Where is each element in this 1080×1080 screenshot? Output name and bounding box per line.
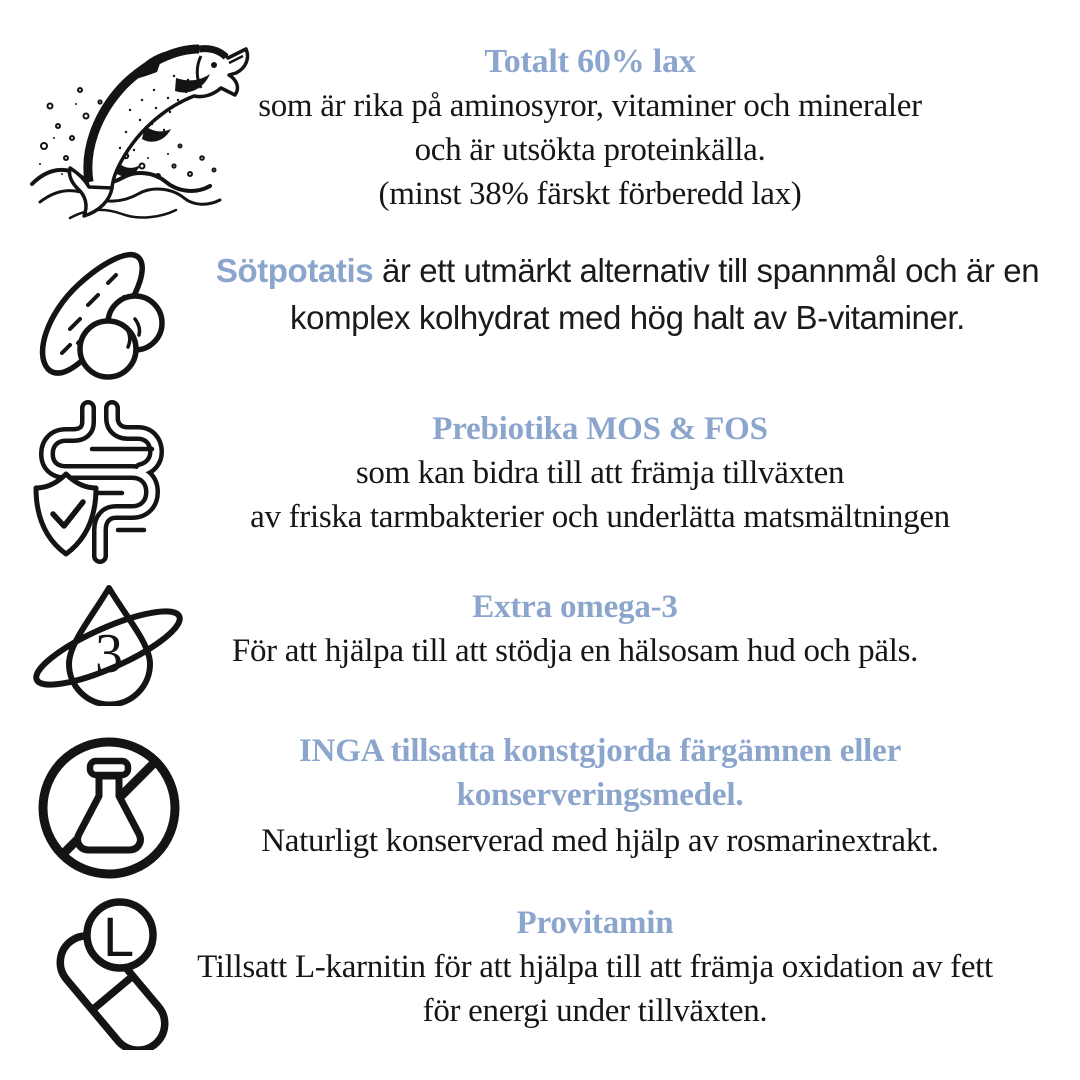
- section-salmon: [150, 40, 1030, 216]
- section-sweet-potato: [195, 247, 1060, 341]
- section-provitamin: [130, 901, 1060, 1033]
- section-body-line: som kan bidra till att främja tillväxten: [355, 455, 845, 491]
- section-body-line: som är rika på aminosyror, vitaminer och mineraler: [258, 88, 922, 124]
- section-body-line: för energi under tillväxten.: [422, 993, 768, 1029]
- section-prebiotics: [140, 407, 1060, 539]
- section-heading: Totalt 60% lax: [484, 43, 696, 80]
- section-body-line: Naturligt konserverad med hjälp av rosmarinextrakt.: [261, 823, 939, 859]
- section-heading: Provitamin: [516, 905, 674, 941]
- sweet-potato-icon: [32, 243, 172, 391]
- section-body-line: (minst 38% färskt förberedd lax): [378, 176, 802, 212]
- section-body-line: För att hjälpa till att stödja en hälsosam hud och päls.: [231, 633, 919, 669]
- section-heading: Extra omega-3: [472, 589, 678, 625]
- section-body-line: av friska tarmbakterier och underlätta matsmältningen: [250, 499, 950, 535]
- section-heading: INGA tillsatta konstgjorda färgämnen eller konserveringsmedel.: [298, 733, 902, 813]
- section-body-line: Tillsatt L-karnitin för att hjälpa till att främja oxidation av fett: [197, 949, 993, 985]
- section-body-rest: är ett utmärkt alternativ till spannmål och är en komplex kolhydrat med hög halt av B-vitaminer.: [290, 252, 1040, 336]
- section-lead-word: Sötpotatis: [215, 252, 374, 289]
- section-no-additives: [150, 729, 1050, 863]
- section-heading: Prebiotika MOS & FOS: [432, 411, 768, 447]
- omega3-number-label: 3: [95, 623, 123, 685]
- l-letter-label: L: [103, 905, 135, 968]
- section-body: [195, 247, 1060, 341]
- section-body-line: och är utsökta proteinkälla.: [414, 132, 766, 168]
- section-omega3: [130, 585, 1020, 673]
